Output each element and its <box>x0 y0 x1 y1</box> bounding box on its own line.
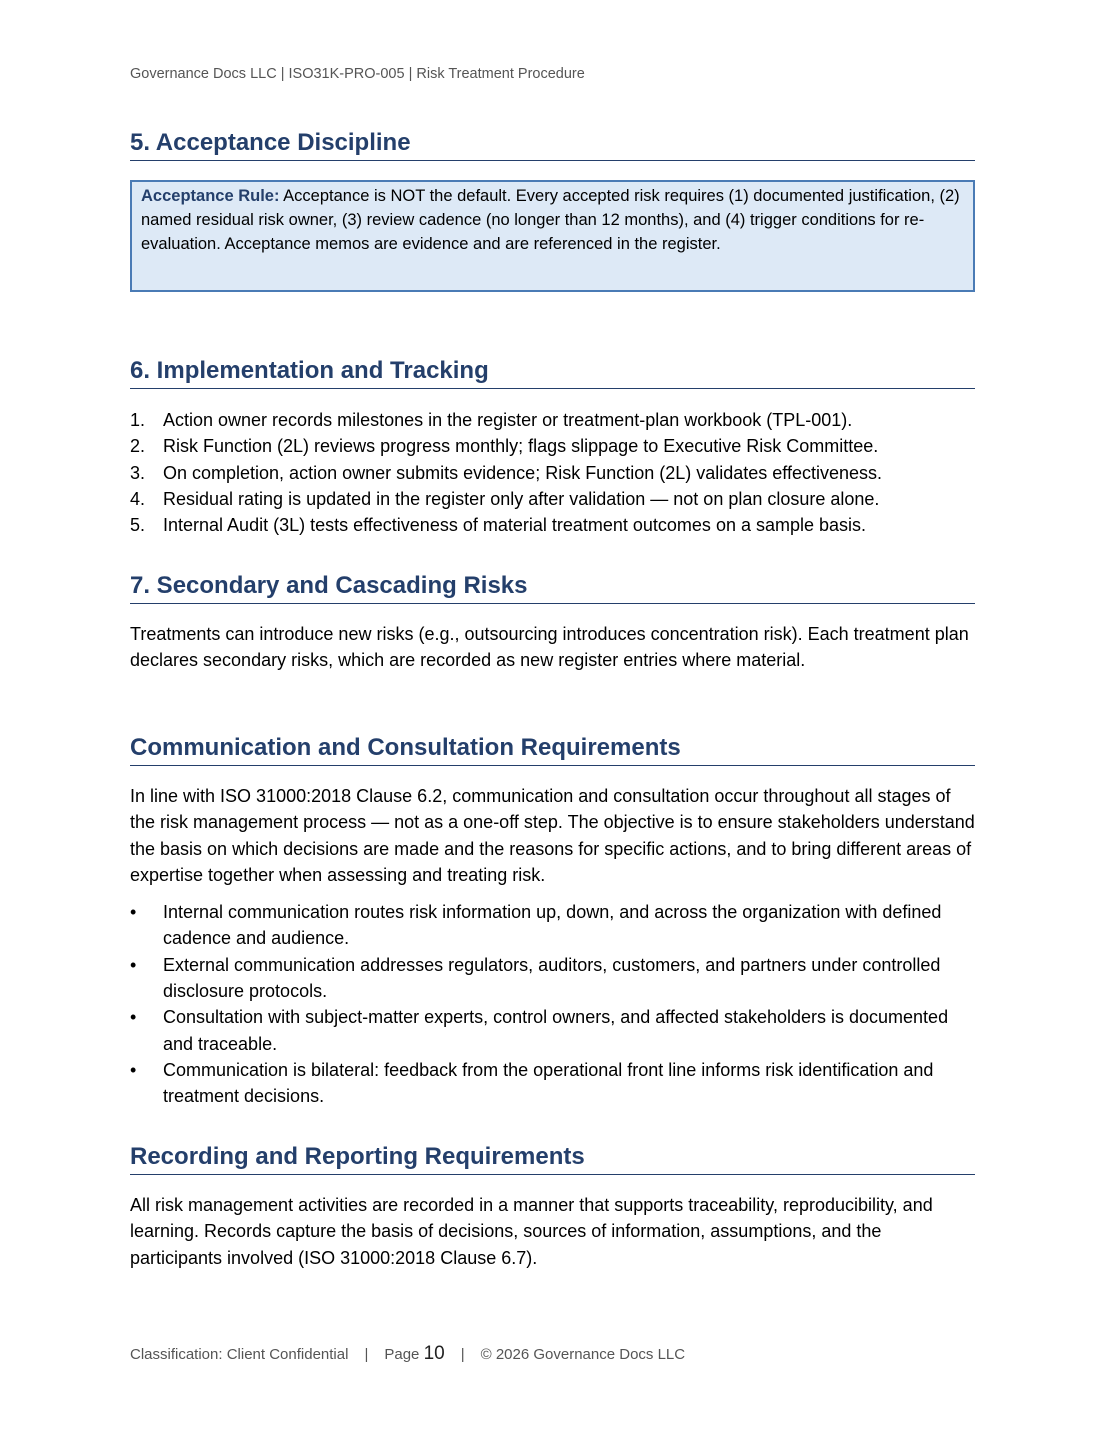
footer-separator: | <box>364 1346 369 1363</box>
list-item-text: External communication addresses regulators, auditors, customers, and partners under controlled disclosure protocols. <box>163 954 941 1002</box>
list-number: 2. <box>130 436 146 457</box>
section-title: 6. Implementation and Tracking <box>130 356 975 389</box>
running-footer <box>130 1343 685 1365</box>
section-implementation <box>130 356 975 538</box>
callout-body: Acceptance is NOT the default. Every accepted risk requires (1) documented justification, (2) named residual risk owner, (3) review cadence (no longer than 12 months), and (4) trigger conditions for re-evaluation. Acceptance memos are evidence and are referenced in the register. <box>141 187 960 253</box>
section-acceptance <box>130 128 975 292</box>
list-item <box>130 433 975 459</box>
list-item <box>130 486 975 512</box>
list-item <box>130 512 975 538</box>
footer-separator: | <box>460 1346 465 1363</box>
list-item-text: Internal communication routes risk information up, down, and across the organization with defined cadence and audience. <box>163 902 942 949</box>
list-number: 3. <box>130 462 146 483</box>
list-item-text: On completion, action owner submits evidence; Risk Function (2L) validates effectiveness. <box>163 462 883 483</box>
list-item <box>130 1057 975 1110</box>
list-item-text: Risk Function (2L) reviews progress monthly; flags slippage to Executive Risk Committee. <box>163 436 879 457</box>
section-title: Recording and Reporting Requirements <box>130 1142 975 1175</box>
list-item-text: Residual rating is updated in the register only after validation — not on plan closure alone. <box>163 488 880 509</box>
page-number: 10 <box>423 1343 445 1364</box>
list-number: 5. <box>130 515 146 536</box>
list-number: 4. <box>130 488 146 509</box>
section-paragraph: All risk management activities are recorded in a manner that supports traceability, reproducibility, and learning. Records capture the basis of decisions, sources of information, assumptions, and the participants involved (ISO 31000:2018 Clause 6.7). <box>130 1195 933 1268</box>
section-title: 7. Secondary and Cascading Risks <box>130 571 975 604</box>
running-header: Governance Docs LLC | ISO31K-PRO-005 | Risk Treatment Procedure <box>130 66 585 82</box>
copyright-text: © 2026 Governance Docs LLC <box>480 1346 686 1363</box>
list-item-text: Communication is bilateral: feedback from the operational front line informs risk identification and treatment decisions. <box>163 1059 934 1107</box>
page-label: Page <box>384 1346 420 1363</box>
bullet-icon: • <box>130 954 137 975</box>
list-item-text: Action owner records milestones in the register or treatment-plan workbook (TPL-001). <box>163 410 853 430</box>
section-communication <box>130 733 975 1110</box>
section-paragraph: In line with ISO 31000:2018 Clause 6.2, communication and consultation occur throughout all stages of the risk management process — not as a one-off step. The objective is to ensure stakeholders understand the basis on which decisions are made and the reasons for specific actions, and to bring different areas of expertise together when assessing and treating risk. <box>130 786 975 885</box>
list-item <box>130 899 975 952</box>
list-number: 1. <box>130 410 146 430</box>
section-paragraph: Treatments can introduce new risks (e.g., outsourcing introduces concentration risk). Each treatment plan declares secondary risks, which are recorded as new register entries where material. <box>130 624 969 671</box>
callout-lead: Acceptance Rule: <box>141 187 280 205</box>
acceptance-rule-callout <box>130 180 975 292</box>
bullet-icon: • <box>130 902 137 923</box>
list-item <box>130 460 975 486</box>
numbered-list <box>130 407 975 538</box>
section-secondary-risks <box>130 571 975 674</box>
list-item <box>130 952 975 1005</box>
list-item-text: Consultation with subject-matter experts, control owners, and affected stakeholders is documented and traceable. <box>163 1007 949 1054</box>
list-item <box>130 1004 975 1057</box>
section-recording <box>130 1142 975 1271</box>
section-title: Communication and Consultation Requirements <box>130 733 975 766</box>
list-item-text: Internal Audit (3L) tests effectiveness of material treatment outcomes on a sample basis. <box>163 515 867 536</box>
list-item <box>130 407 975 433</box>
classification-label: Classification: Client Confidential <box>130 1346 349 1363</box>
bullet-icon: • <box>130 1059 137 1080</box>
bullet-list <box>130 899 975 1109</box>
section-title: 5. Acceptance Discipline <box>130 128 975 161</box>
bullet-icon: • <box>130 1007 137 1028</box>
